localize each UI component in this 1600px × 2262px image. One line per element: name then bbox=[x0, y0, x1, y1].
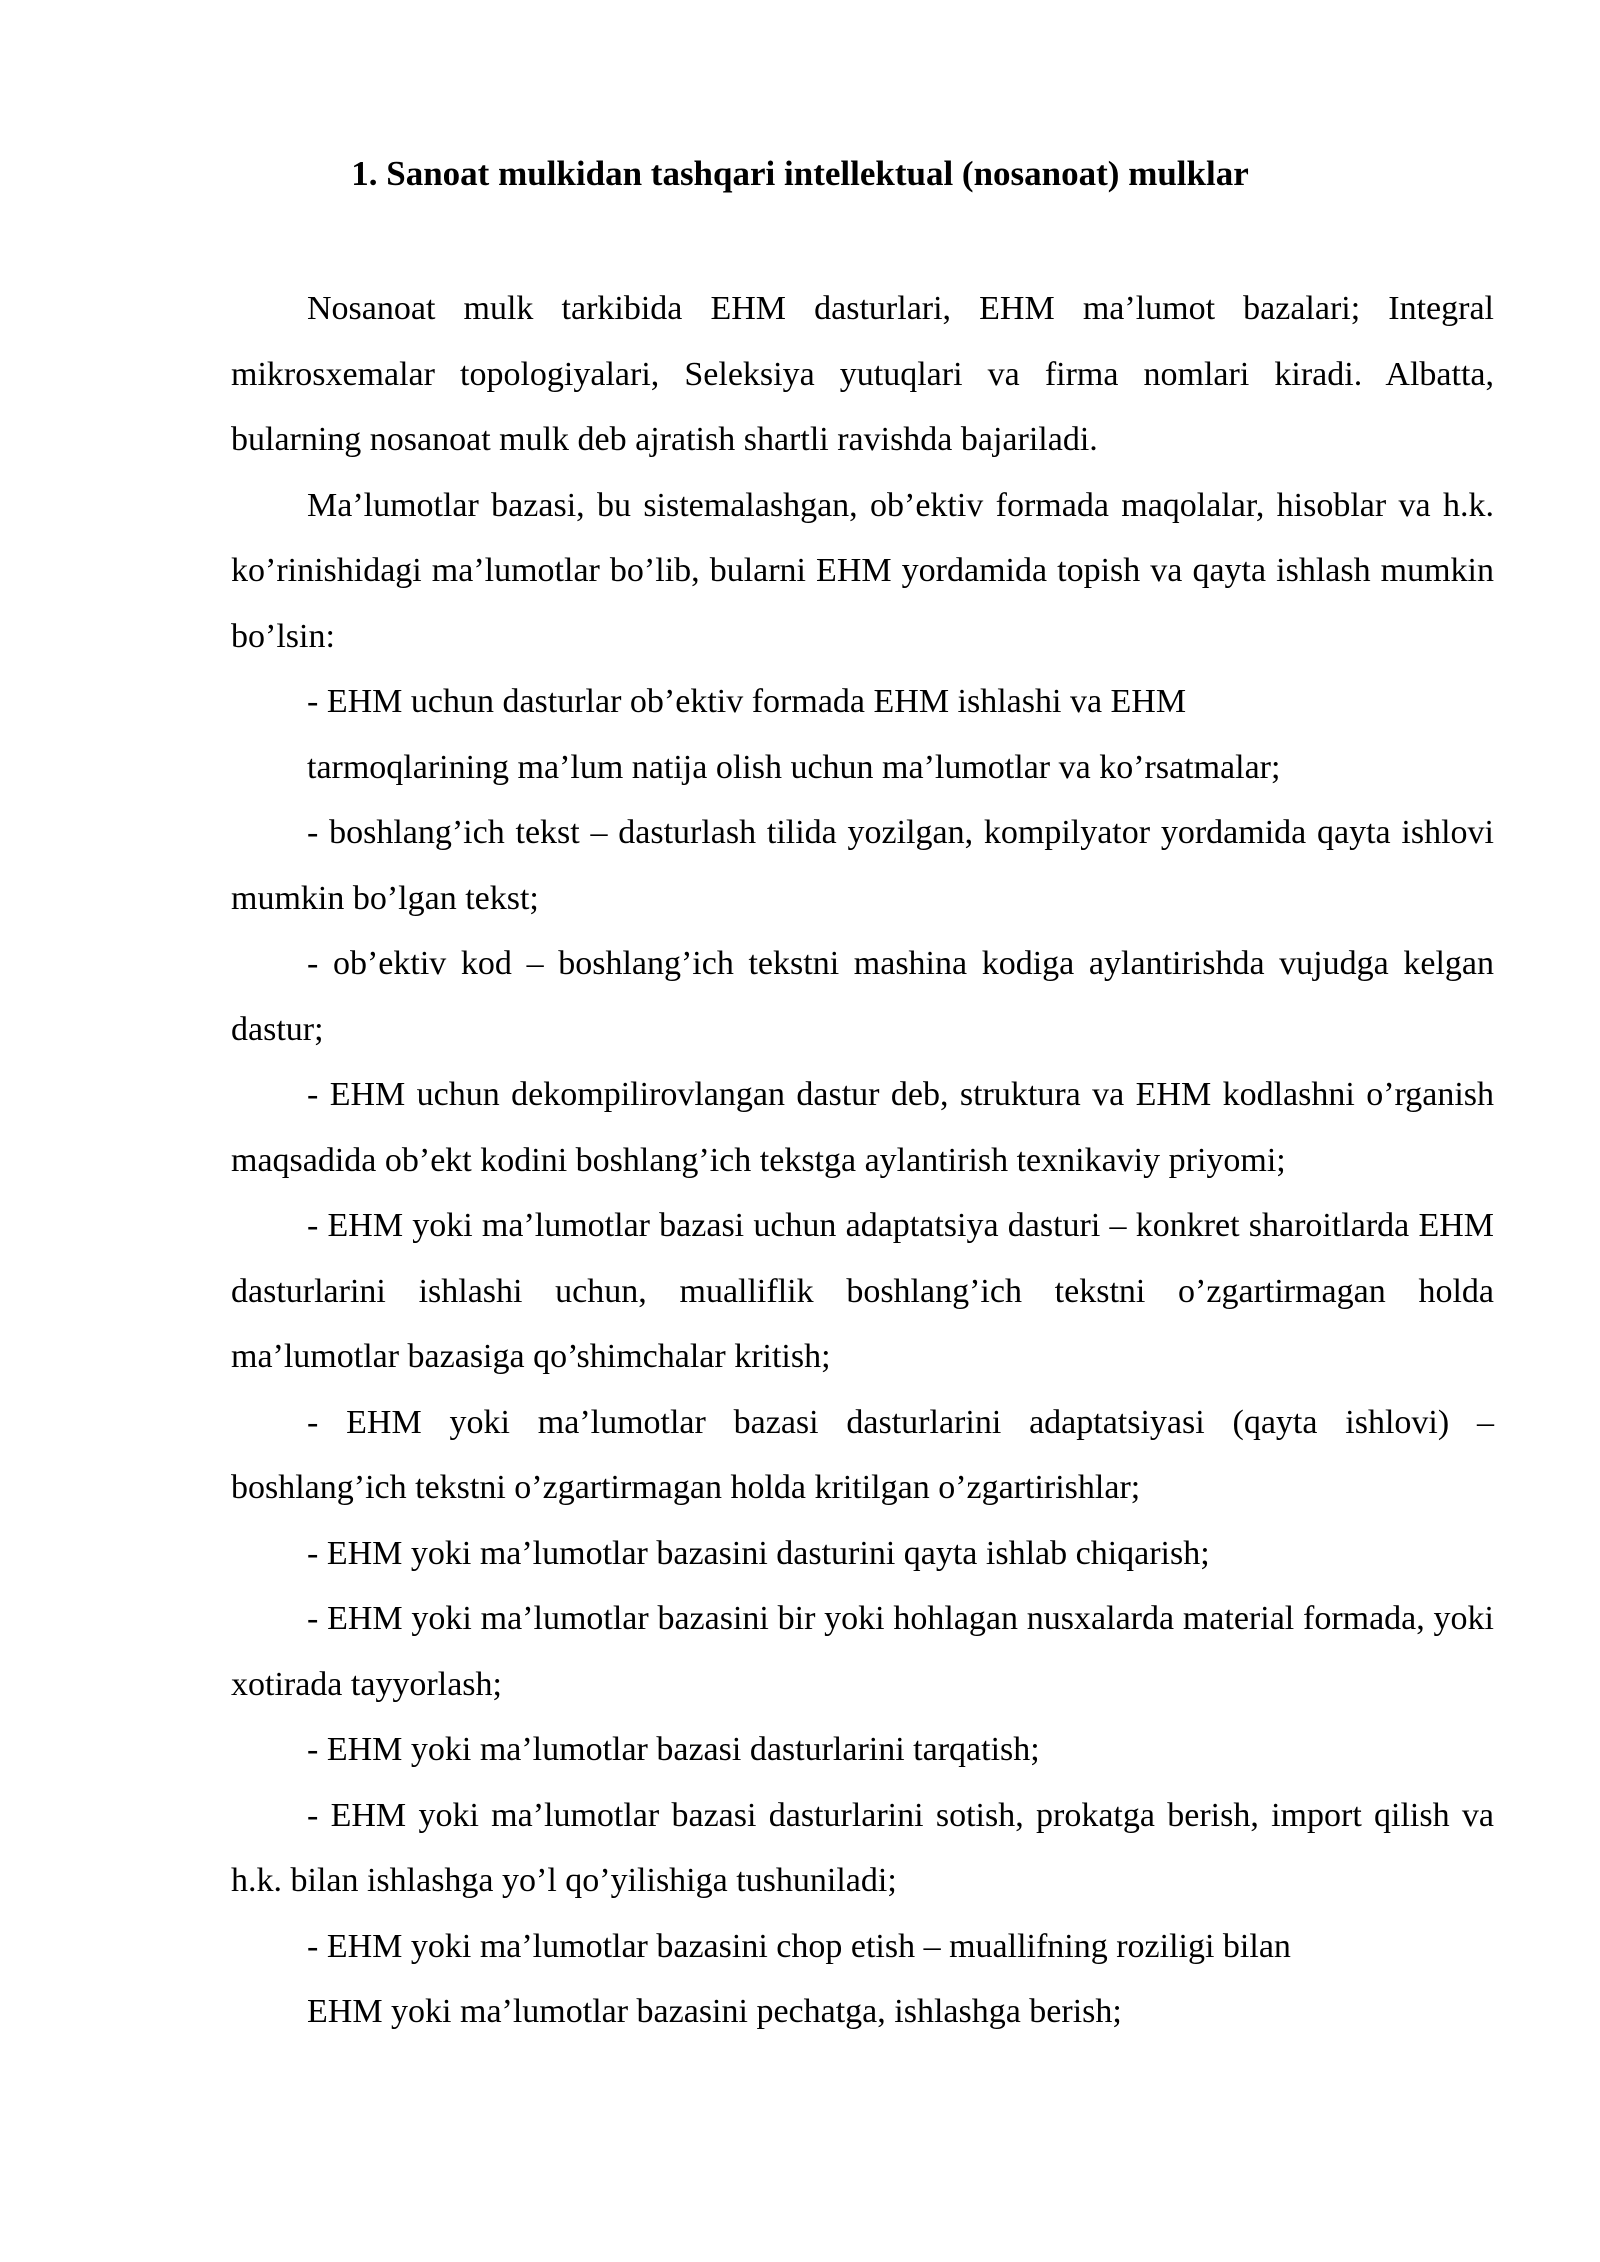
section-title: 1. Sanoat mulkidan tashqari intellektual (nosanoat) mulklar bbox=[351, 154, 1249, 193]
document-body bbox=[231, 276, 1494, 2045]
list-item-source-text: - boshlang’ich tekst – dasturlash tilida yozilgan, kompilyator yordamida qayta ishlovi mumkin bo’lgan tekst; bbox=[231, 814, 1494, 917]
list-item-sale: - EHM yoki ma’lumotlar bazasi dasturlarini sotish, prokatga berish, import qilish va h.k. bilan ishlashga yo’l qo’yilishiga tushuniladi; bbox=[231, 1796, 1494, 1899]
list-item-adaptation: - EHM yoki ma’lumotlar bazasi dasturlarini adaptatsiyasi (qayta ishlovi) – boshlang’ich tekstni o’zgartirmagan holda kritilgan o’zgartirishlar; bbox=[231, 1403, 1494, 1506]
list-item-programs: - EHM uchun dasturlar ob’ektiv formada EHM ishlashi va EHM tarmoqlarining ma’lum natija olish uchun ma’lumotlar va ko’rsatmalar; bbox=[307, 683, 1281, 786]
list-item-decompiled-program: - EHM uchun dekompilirovlangan dastur deb, struktura va EHM kodlashni o’rganish maqsadida ob’ekt kodini boshlang’ich tekstga aylantirish texnikaviy priyomi; bbox=[231, 1076, 1494, 1179]
list-item-adaptation-program: - EHM yoki ma’lumotlar bazasi uchun adaptatsiya dasturi – konkret sharoitlarda EHM dasturlarini ishlashi uchun, mualliflik boshlang’ich tekstni o’zgartirmagan holda ma’lumotlar bazasiga qo’shimchalar kritish; bbox=[231, 1207, 1494, 1375]
list-item-copies: - EHM yoki ma’lumotlar bazasini bir yoki hohlagan nusxalarda material formada, yoki xotirada tayyorlash; bbox=[231, 1600, 1494, 1703]
list-item-reproduction: - EHM yoki ma’lumotlar bazasini dasturini qayta ishlab chiqarish; bbox=[307, 1534, 1210, 1572]
paragraph-database-definition: Ma’lumotlar bazasi, bu sistemalashgan, ob’ektiv formada maqolalar, hisoblar va h.k. ko’rinishidagi ma’lumotlar bo’lib, bularni EHM yordamida topish va qayta ishlash mumkin bo’lsin: bbox=[231, 486, 1494, 655]
list-item-publication: - EHM yoki ma’lumotlar bazasini chop etish – muallifning roziligi bilan EHM yoki ma’lumotlar bazasini pechatga, ishlashga berish; bbox=[307, 1927, 1291, 2030]
list-item-distribution: - EHM yoki ma’lumotlar bazasi dasturlarini tarqatish; bbox=[307, 1731, 1040, 1768]
paragraph-intro: Nosanoat mulk tarkibida EHM dasturlari, EHM ma’lumot bazalari; Integral mikrosxemalar topologiyalari, Seleksiya yutuqlari va firma nomlari kiradi. Albatta, bularning nosanoat mulk deb ajratish shartli ravishda bajariladi. bbox=[231, 290, 1494, 458]
list-item-object-code: - ob’ektiv kod – boshlang’ich tekstni mashina kodiga aylantirishda vujudga kelgan dastur; bbox=[231, 945, 1494, 1048]
